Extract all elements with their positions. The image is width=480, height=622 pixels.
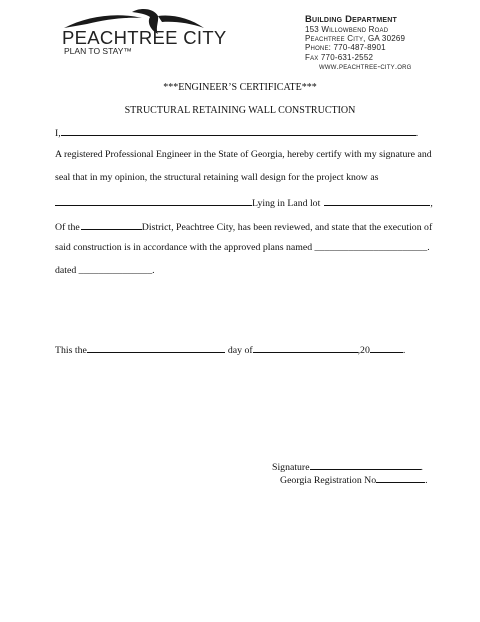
land-lot-field[interactable] — [324, 195, 430, 206]
engineer-name-line — [55, 125, 418, 140]
signature-period-text: . — [420, 462, 423, 473]
day-of-text: day of — [227, 345, 253, 356]
fax-number: Fax 770-631-2552 — [305, 52, 374, 62]
paragraph-1-line-1: A registered Professional Engineer in the State of Georgia, hereby certify with my signature and — [55, 149, 432, 160]
website-link[interactable]: www.peachtree-city.org — [319, 61, 412, 71]
registration-period-text: . — [425, 475, 428, 486]
project-land-lot-line — [55, 195, 433, 210]
district-line — [55, 219, 432, 234]
year-field[interactable] — [370, 342, 403, 353]
document-subtitle: STRUCTURAL RETAINING WALL CONSTRUCTION — [124, 105, 356, 116]
day-field[interactable] — [87, 342, 225, 353]
district-text: District, Peachtree City, has been reviewed, and state that the execution of — [141, 222, 433, 233]
comma-text: , — [430, 198, 433, 209]
document-title: ***ENGINEER’S CERTIFICATE*** — [163, 82, 317, 93]
date-line — [55, 342, 405, 357]
engineer-name-field[interactable] — [61, 125, 416, 136]
month-field[interactable] — [253, 342, 358, 353]
dated-line: dated _______________. — [55, 265, 155, 276]
street-address: 153 Willowbend Road — [305, 25, 389, 34]
date-period-text: . — [402, 345, 406, 356]
address-block — [305, 14, 412, 71]
year-prefix-text: ,20 — [357, 345, 370, 356]
i-prefix: I, — [55, 128, 61, 139]
this-the-text: This the — [55, 345, 87, 356]
registration-label: Georgia Registration No — [280, 475, 377, 486]
logo-name: PEACHTREE CITY — [62, 27, 227, 48]
district-field[interactable] — [81, 219, 142, 230]
department-name: Building Department — [305, 14, 397, 25]
logo-tagline: PLAN TO STAY™ — [64, 46, 132, 56]
city-address: Peachtree City, GA 30269 — [305, 34, 406, 44]
paragraph-3-line-2: said construction is in accordance with the approved plans named _______________________. — [55, 242, 430, 253]
of-the-text: Of the — [55, 222, 80, 233]
lying-text: Lying in Land lot — [252, 198, 321, 209]
signature-field[interactable] — [310, 459, 421, 470]
registration-line — [280, 472, 428, 487]
registration-field[interactable] — [376, 472, 425, 483]
period-text: . — [415, 128, 419, 139]
signature-label: Signature — [272, 462, 310, 473]
paragraph-1-line-2: seal that in my opinion, the structural retaining wall design for the project know as — [55, 172, 379, 183]
project-name-field[interactable] — [55, 195, 252, 206]
phone-number: Phone: 770-487-8901 — [305, 43, 386, 53]
